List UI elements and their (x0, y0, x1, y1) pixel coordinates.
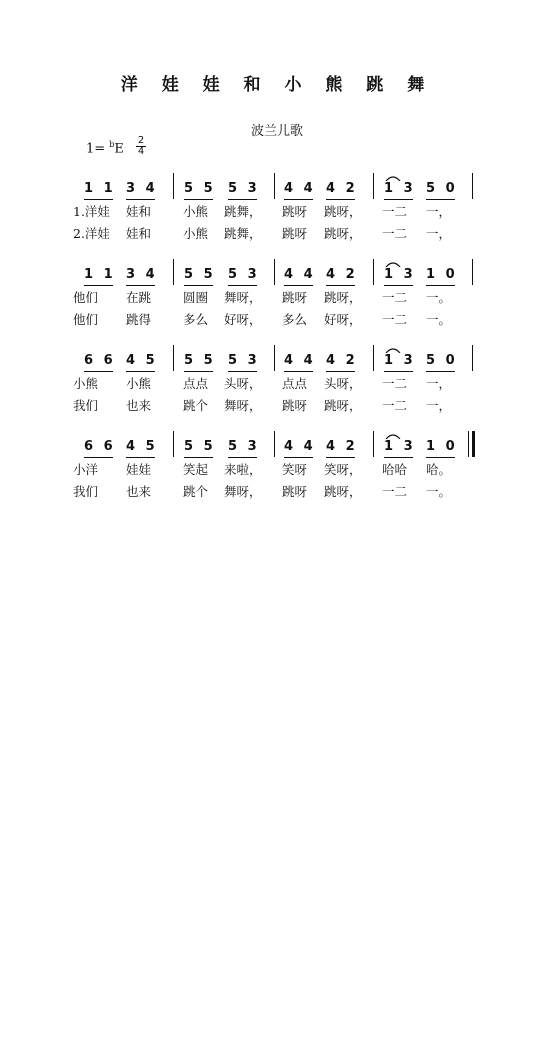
beam-underline (284, 457, 313, 458)
beam-underline (184, 371, 213, 372)
beam-underline (384, 457, 413, 458)
lyric-word: 一二 (382, 398, 408, 413)
note-group: 5 3 (228, 181, 260, 197)
lyric-word: 跳个 (183, 484, 209, 499)
note-group: 5 5 (184, 439, 216, 455)
note-group: 4 2 (326, 439, 358, 455)
beam-underline (184, 457, 213, 458)
beam-underline (426, 199, 455, 200)
note-group: 1 3 (384, 353, 416, 369)
lyric-word: 在跳 (126, 290, 152, 305)
tie-mark (385, 174, 401, 181)
note-group: 1 3 (384, 267, 416, 283)
lyric-word: 哈。 (426, 462, 452, 477)
beam-underline (228, 371, 257, 372)
key-signature: 1= $^b$E (86, 140, 124, 157)
lyric-word: 跳呀 (282, 398, 308, 413)
note-group: 4 2 (326, 353, 358, 369)
score-system (0, 267, 554, 337)
note-group: 5 3 (228, 353, 260, 369)
lyric-word: 小熊 (126, 376, 152, 391)
lyric-word: 多么 (282, 312, 308, 327)
beam-underline (228, 285, 257, 286)
lyric-word: 圆圈 (183, 290, 209, 305)
bar-line (274, 431, 275, 457)
beam-underline (126, 199, 155, 200)
note-group: 1 3 (384, 439, 416, 455)
note-group: 5 5 (184, 267, 216, 283)
beam-underline (426, 285, 455, 286)
lyric-word: 一， (426, 226, 452, 241)
bar-line (472, 259, 473, 285)
lyric-word: 笑起 (183, 462, 209, 477)
note-group: 4 5 (126, 439, 158, 455)
lyric-word: 2.洋娃 (73, 226, 110, 241)
note-group: 4 2 (326, 267, 358, 283)
bar-line (472, 173, 473, 199)
lyric-word: 一二 (382, 204, 408, 219)
lyric-word: 舞呀， (224, 398, 262, 413)
bar-line (274, 173, 275, 199)
song-title: 洋 娃 娃 和 小 熊 跳 舞 (120, 75, 434, 95)
lyric-word: 跳呀 (282, 204, 308, 219)
lyric-word: 小熊 (183, 226, 209, 241)
note-group: 6 6 (84, 439, 116, 455)
beam-underline (384, 371, 413, 372)
beam-underline (228, 199, 257, 200)
time-signature (136, 136, 146, 157)
lyric-word: 小熊 (183, 204, 209, 219)
note-group: 4 2 (326, 181, 358, 197)
lyric-word: 舞呀， (224, 484, 262, 499)
lyric-word: 跳呀 (282, 226, 308, 241)
lyric-word: 跳呀 (282, 290, 308, 305)
beam-underline (426, 371, 455, 372)
lyric-word: 点点 (183, 376, 209, 391)
lyric-word: 一。 (426, 290, 452, 305)
bar-line (373, 173, 374, 199)
lyric-word: 一， (426, 204, 452, 219)
lyric-word: 一二 (382, 226, 408, 241)
lyric-word: 娃娃 (126, 462, 152, 477)
beam-underline (228, 457, 257, 458)
final-bar-line (472, 431, 475, 457)
note-group: 1 0 (426, 439, 458, 455)
lyric-word: 头呀， (224, 376, 262, 391)
lyric-word: 一二 (382, 484, 408, 499)
bar-line (173, 345, 174, 371)
lyric-word: 多么 (183, 312, 209, 327)
lyric-word: 小洋 (73, 462, 99, 477)
lyric-word: 头呀， (324, 376, 362, 391)
lyric-word: 舞呀， (224, 290, 262, 305)
note-group: 4 4 (284, 353, 316, 369)
note-group: 4 4 (284, 181, 316, 197)
score-system (0, 353, 554, 423)
bar-line (373, 431, 374, 457)
beam-underline (284, 199, 313, 200)
note-group: 3 4 (126, 267, 158, 283)
meter-top: 2 (137, 135, 145, 146)
beam-underline (84, 199, 113, 200)
bar-line (373, 259, 374, 285)
lyric-word: 娃和 (126, 204, 152, 219)
lyric-word: 笑呀 (282, 462, 308, 477)
beam-underline (326, 371, 355, 372)
lyric-word: 一二 (382, 312, 408, 327)
bar-line (173, 173, 174, 199)
lyric-word: 一。 (426, 312, 452, 327)
lyric-word: 一， (426, 376, 452, 391)
lyric-word: 他们 (73, 290, 99, 305)
lyric-word: 好呀， (224, 312, 262, 327)
lyric-word: 跳呀 (282, 484, 308, 499)
lyric-word: 也来 (126, 484, 152, 499)
beam-underline (284, 371, 313, 372)
lyric-word: 小熊 (73, 376, 99, 391)
note-group: 5 3 (228, 267, 260, 283)
lyric-word: 跳呀， (324, 290, 362, 305)
lyric-word: 1.洋娃 (73, 204, 110, 219)
tie-mark (385, 432, 401, 439)
beam-underline (84, 457, 113, 458)
note-group: 5 0 (426, 181, 458, 197)
tie-mark (385, 260, 401, 267)
lyric-word: 笑呀， (324, 462, 362, 477)
bar-line (274, 345, 275, 371)
lyric-word: 也来 (126, 398, 152, 413)
lyric-word: 点点 (282, 376, 308, 391)
lyric-word: 一， (426, 398, 452, 413)
beam-underline (284, 285, 313, 286)
lyric-word: 娃和 (126, 226, 152, 241)
bar-line (274, 259, 275, 285)
lyric-word: 一。 (426, 484, 452, 499)
song-origin: 波兰儿歌 (250, 124, 303, 139)
tie-mark (385, 346, 401, 353)
lyric-word: 我们 (73, 398, 99, 413)
score-system (0, 181, 554, 251)
beam-underline (84, 285, 113, 286)
note-group: 4 4 (284, 439, 316, 455)
lyric-word: 来啦， (224, 462, 262, 477)
note-group: 1 1 (84, 181, 116, 197)
beam-underline (126, 285, 155, 286)
meter-bottom: 4 (137, 146, 145, 157)
beam-underline (184, 285, 213, 286)
note-group: 4 5 (126, 353, 158, 369)
bar-line (472, 345, 473, 371)
beam-underline (84, 371, 113, 372)
lyric-word: 跳呀， (324, 204, 362, 219)
bar-line (173, 259, 174, 285)
beam-underline (184, 199, 213, 200)
note-group: 1 1 (84, 267, 116, 283)
lyric-word: 跳得 (126, 312, 152, 327)
note-group: 4 4 (284, 267, 316, 283)
beam-underline (384, 199, 413, 200)
beam-underline (426, 457, 455, 458)
beam-underline (326, 457, 355, 458)
note-group: 5 0 (426, 353, 458, 369)
note-group: 1 0 (426, 267, 458, 283)
note-group: 5 5 (184, 181, 216, 197)
beam-underline (126, 371, 155, 372)
beam-underline (126, 457, 155, 458)
lyric-word: 跳舞， (224, 226, 262, 241)
bar-line (373, 345, 374, 371)
lyric-word: 一二 (382, 290, 408, 305)
bar-line (173, 431, 174, 457)
note-group: 6 6 (84, 353, 116, 369)
note-group: 5 3 (228, 439, 260, 455)
lyric-word: 跳舞， (224, 204, 262, 219)
beam-underline (326, 285, 355, 286)
note-group: 3 4 (126, 181, 158, 197)
beam-underline (384, 285, 413, 286)
lyric-word: 跳个 (183, 398, 209, 413)
lyric-word: 跳呀， (324, 484, 362, 499)
lyric-word: 他们 (73, 312, 99, 327)
lyric-word: 我们 (73, 484, 99, 499)
lyric-word: 一二 (382, 376, 408, 391)
lyric-word: 好呀， (324, 312, 362, 327)
note-group: 1 3 (384, 181, 416, 197)
lyric-word: 哈哈 (382, 462, 408, 477)
score-system (0, 439, 554, 509)
beam-underline (326, 199, 355, 200)
lyric-word: 跳呀， (324, 398, 362, 413)
bar-line (468, 431, 469, 457)
lyric-word: 跳呀， (324, 226, 362, 241)
note-group: 5 5 (184, 353, 216, 369)
